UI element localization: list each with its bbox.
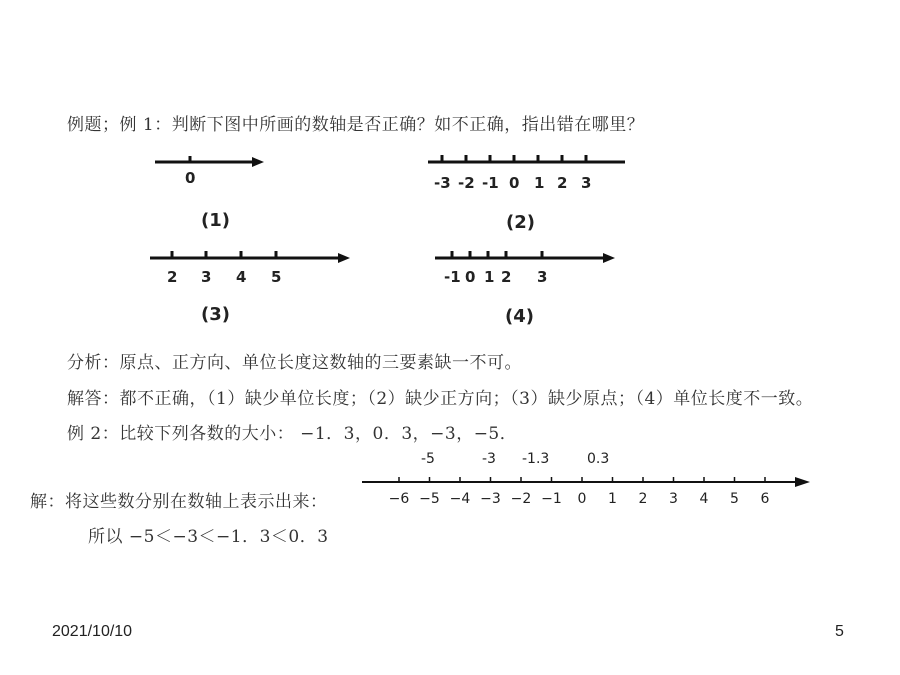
tick-label: 1	[534, 174, 545, 192]
tick-label: -1	[482, 174, 499, 192]
tick-label: -3	[434, 174, 451, 192]
tick-label: 0	[509, 174, 520, 192]
tick-label: 1	[484, 268, 495, 286]
number-line-tick-label: −4	[449, 491, 471, 507]
figure-4	[435, 251, 615, 327]
figure-3	[150, 251, 350, 325]
number-line-tick-label: −6	[388, 491, 410, 507]
tick-label: 2	[501, 268, 512, 286]
example2-text: 例 2：比较下列各数的大小： −1．3，0．3，−3，−5．	[67, 424, 518, 444]
conclusion-text: 所以 −5＜−3＜−1．3＜0．3	[88, 527, 329, 547]
number-line-tick-label: −2	[510, 491, 532, 507]
number-line-tick-label: 4	[699, 491, 709, 507]
tick-label: -1	[444, 268, 461, 286]
figure-caption: (2)	[506, 212, 535, 233]
number-line-tick-label: 6	[760, 491, 770, 507]
number-line-tick-label: 1	[608, 491, 617, 507]
example2-number-line	[362, 451, 810, 507]
tick-label: 0	[465, 268, 476, 286]
example-heading: 例题；例 1：判断下图中所画的数轴是否正确？如不正确，指出错在哪里？	[67, 115, 645, 135]
tick-label: 0	[185, 169, 196, 187]
marked-point-label: -1.3	[522, 451, 550, 467]
number-line-tick-label: −3	[480, 491, 501, 507]
analysis-text: 分析：原点、正方向、单位长度这数轴的三要素缺一不可。	[67, 353, 522, 373]
figure-caption: (1)	[201, 210, 230, 231]
figure-2	[428, 155, 625, 233]
number-line-tick-label: 0	[577, 491, 587, 507]
figure-caption: (3)	[201, 304, 230, 325]
marked-point-label: 0.3	[587, 451, 610, 467]
footer-page-number: 5	[835, 623, 844, 640]
number-line-tick-label: 3	[669, 491, 678, 507]
tick-label: -2	[458, 174, 475, 192]
footer-date: 2021/10/10	[52, 623, 133, 640]
tick-label: 4	[236, 268, 247, 286]
arrow-head	[795, 477, 810, 487]
arrow-head	[603, 253, 615, 263]
tick-label: 5	[271, 268, 282, 286]
number-line-tick-label: −1	[541, 491, 562, 507]
arrow-head	[338, 253, 350, 263]
solution-text: 解：将这些数分别在数轴上表示出来：	[30, 492, 328, 512]
tick-label: 2	[557, 174, 568, 192]
figure-1	[155, 156, 264, 231]
tick-label: 2	[167, 268, 178, 286]
number-line-tick-label: −5	[419, 491, 440, 507]
arrow-head	[252, 157, 264, 167]
tick-label: 3	[537, 268, 548, 286]
number-line-tick-label: 2	[638, 491, 648, 507]
figure-caption: (4)	[505, 306, 534, 327]
tick-label: 3	[201, 268, 212, 286]
answer-text: 解答：都不正确，（1）缺少单位长度；（2）缺少正方向；（3）缺少原点；（4）单位长度不一致。	[67, 389, 814, 409]
marked-point-label: -3	[482, 451, 496, 467]
marked-point-label: -5	[421, 451, 435, 467]
tick-label: 3	[581, 174, 592, 192]
number-line-tick-label: 5	[730, 491, 739, 507]
